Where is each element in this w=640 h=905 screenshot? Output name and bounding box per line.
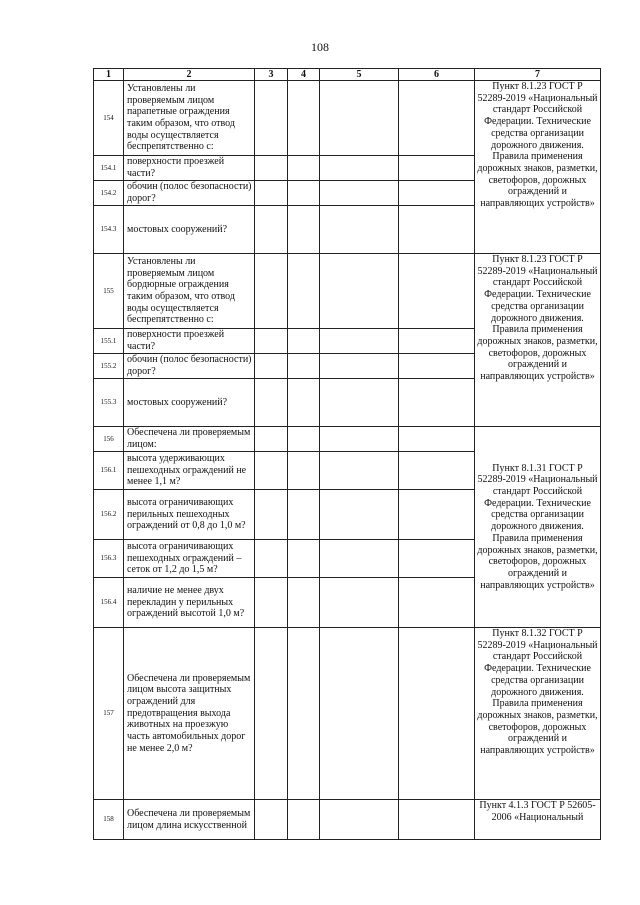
answer-cell[interactable]	[255, 628, 288, 800]
column-header: 6	[399, 69, 475, 81]
question-text: высота ограничивающих пешеходных ограждений – сеток от 1,2 до 1,5 м?	[124, 540, 255, 578]
answer-cell[interactable]	[320, 427, 399, 452]
answer-cell[interactable]	[399, 540, 475, 578]
answer-cell[interactable]	[320, 452, 399, 490]
row-number: 156.3	[94, 540, 124, 578]
answer-cell[interactable]	[288, 81, 320, 156]
answer-cell[interactable]	[399, 800, 475, 840]
row-number: 155.1	[94, 329, 124, 354]
answer-cell[interactable]	[288, 427, 320, 452]
answer-cell[interactable]	[320, 490, 399, 540]
table-row	[94, 81, 601, 156]
table-row	[94, 427, 601, 452]
answer-cell[interactable]	[288, 490, 320, 540]
question-text: поверхности проезжей части?	[124, 156, 255, 181]
row-number: 154	[94, 81, 124, 156]
row-number: 158	[94, 800, 124, 840]
question-text: обочин (полос безопасности) дорог?	[124, 354, 255, 379]
table-row	[94, 254, 601, 329]
answer-cell[interactable]	[320, 254, 399, 329]
answer-cell[interactable]	[320, 156, 399, 181]
answer-cell[interactable]	[288, 800, 320, 840]
answer-cell[interactable]	[288, 578, 320, 628]
legal-reference: Пункт 8.1.31 ГОСТ Р 52289-2019 «Национальный стандарт Российской Федерации. Технические средства организации дорожного движения. Правила применения дорожных знаков, разметки, светофоров, дорожных ограждений и направляющих устройств»	[475, 427, 601, 628]
answer-cell[interactable]	[255, 254, 288, 329]
legal-reference: Пункт 8.1.32 ГОСТ Р 52289-2019 «Национальный стандарт Российской Федерации. Технические средства организации дорожного движения. Правила применения дорожных знаков, разметки, светофоров, дорожных ограждений и направляющих устройств»	[475, 628, 601, 800]
row-number: 154.1	[94, 156, 124, 181]
answer-cell[interactable]	[255, 181, 288, 206]
legal-reference: Пункт 8.1.23 ГОСТ Р 52289-2019 «Национальный стандарт Российской Федерации. Технические средства организации дорожного движения. Правила применения дорожных знаков, разметки, светофоров, дорожных ограждений и направляющих устройств»	[475, 81, 601, 254]
answer-cell[interactable]	[320, 540, 399, 578]
answer-cell[interactable]	[255, 490, 288, 540]
answer-cell[interactable]	[399, 354, 475, 379]
question-text: Установлены ли проверяемым лицом парапетные ограждения таким образом, что отвод воды осуществляется беспрепятственно с:	[124, 81, 255, 156]
answer-cell[interactable]	[255, 800, 288, 840]
answer-cell[interactable]	[399, 181, 475, 206]
question-text: Установлены ли проверяемым лицом бордюрные ограждения таким образом, что отвод воды осуществляется беспрепятственно с:	[124, 254, 255, 329]
row-number: 156	[94, 427, 124, 452]
answer-cell[interactable]	[399, 427, 475, 452]
answer-cell[interactable]	[288, 628, 320, 800]
answer-cell[interactable]	[255, 329, 288, 354]
answer-cell[interactable]	[320, 329, 399, 354]
answer-cell[interactable]	[399, 578, 475, 628]
row-number: 156.1	[94, 452, 124, 490]
question-text: Обеспечена ли проверяемым лицом:	[124, 427, 255, 452]
answer-cell[interactable]	[320, 800, 399, 840]
question-text: высота ограничивающих перильных пешеходных ограждений от 0,8 до 1,0 м?	[124, 490, 255, 540]
answer-cell[interactable]	[320, 206, 399, 254]
answer-cell[interactable]	[320, 379, 399, 427]
answer-cell[interactable]	[288, 354, 320, 379]
question-text: наличие не менее двух перекладин у перильных ограждений высотой 1,0 м?	[124, 578, 255, 628]
question-text: поверхности проезжей части?	[124, 329, 255, 354]
answer-cell[interactable]	[255, 427, 288, 452]
column-header: 1	[94, 69, 124, 81]
answer-cell[interactable]	[399, 379, 475, 427]
answer-cell[interactable]	[399, 329, 475, 354]
answer-cell[interactable]	[288, 379, 320, 427]
answer-cell[interactable]	[399, 206, 475, 254]
row-number: 156.2	[94, 490, 124, 540]
table-row	[94, 800, 601, 840]
checklist-table	[93, 68, 601, 840]
row-number: 157	[94, 628, 124, 800]
question-text: обочин (полос безопасности) дорог?	[124, 181, 255, 206]
answer-cell[interactable]	[320, 354, 399, 379]
answer-cell[interactable]	[288, 329, 320, 354]
row-number: 155.3	[94, 379, 124, 427]
question-text: мостовых сооружений?	[124, 379, 255, 427]
row-number: 156.4	[94, 578, 124, 628]
question-text: мостовых сооружений?	[124, 206, 255, 254]
column-header: 2	[124, 69, 255, 81]
answer-cell[interactable]	[255, 81, 288, 156]
answer-cell[interactable]	[255, 156, 288, 181]
answer-cell[interactable]	[399, 156, 475, 181]
row-number: 155	[94, 254, 124, 329]
answer-cell[interactable]	[288, 254, 320, 329]
column-header: 3	[255, 69, 288, 81]
answer-cell[interactable]	[255, 452, 288, 490]
column-header-row	[94, 69, 601, 81]
answer-cell[interactable]	[399, 628, 475, 800]
row-number: 154.2	[94, 181, 124, 206]
answer-cell[interactable]	[320, 578, 399, 628]
answer-cell[interactable]	[255, 578, 288, 628]
table-row	[94, 628, 601, 800]
row-number: 155.2	[94, 354, 124, 379]
row-number: 154.3	[94, 206, 124, 254]
column-header: 7	[475, 69, 601, 81]
answer-cell[interactable]	[288, 206, 320, 254]
answer-cell[interactable]	[288, 181, 320, 206]
question-text: высота удерживающих пешеходных ограждений не менее 1,1 м?	[124, 452, 255, 490]
legal-reference: Пункт 4.1.3 ГОСТ Р 52605-2006 «Национальный	[475, 800, 601, 840]
page-number: 108	[311, 40, 329, 54]
legal-reference: Пункт 8.1.23 ГОСТ Р 52289-2019 «Национальный стандарт Российской Федерации. Технические средства организации дорожного движения. Правила применения дорожных знаков, разметки, светофоров, дорожных ограждений и направляющих устройств»	[475, 254, 601, 427]
answer-cell[interactable]	[399, 452, 475, 490]
answer-cell[interactable]	[320, 181, 399, 206]
answer-cell[interactable]	[399, 81, 475, 156]
question-text: Обеспечена ли проверяемым лицом высота защитных ограждений для предотвращения выхода животных на проезжую часть автомобильных дорог не менее 2,0 м?	[124, 628, 255, 800]
column-header: 4	[288, 69, 320, 81]
answer-cell[interactable]	[320, 628, 399, 800]
column-header: 5	[320, 69, 399, 81]
answer-cell[interactable]	[255, 540, 288, 578]
answer-cell[interactable]	[320, 81, 399, 156]
answer-cell[interactable]	[399, 490, 475, 540]
answer-cell[interactable]	[255, 206, 288, 254]
answer-cell[interactable]	[399, 254, 475, 329]
answer-cell[interactable]	[288, 156, 320, 181]
answer-cell[interactable]	[255, 354, 288, 379]
answer-cell[interactable]	[255, 379, 288, 427]
answer-cell[interactable]	[288, 540, 320, 578]
question-text: Обеспечена ли проверяемым лицом длина искусственной	[124, 800, 255, 840]
answer-cell[interactable]	[288, 452, 320, 490]
